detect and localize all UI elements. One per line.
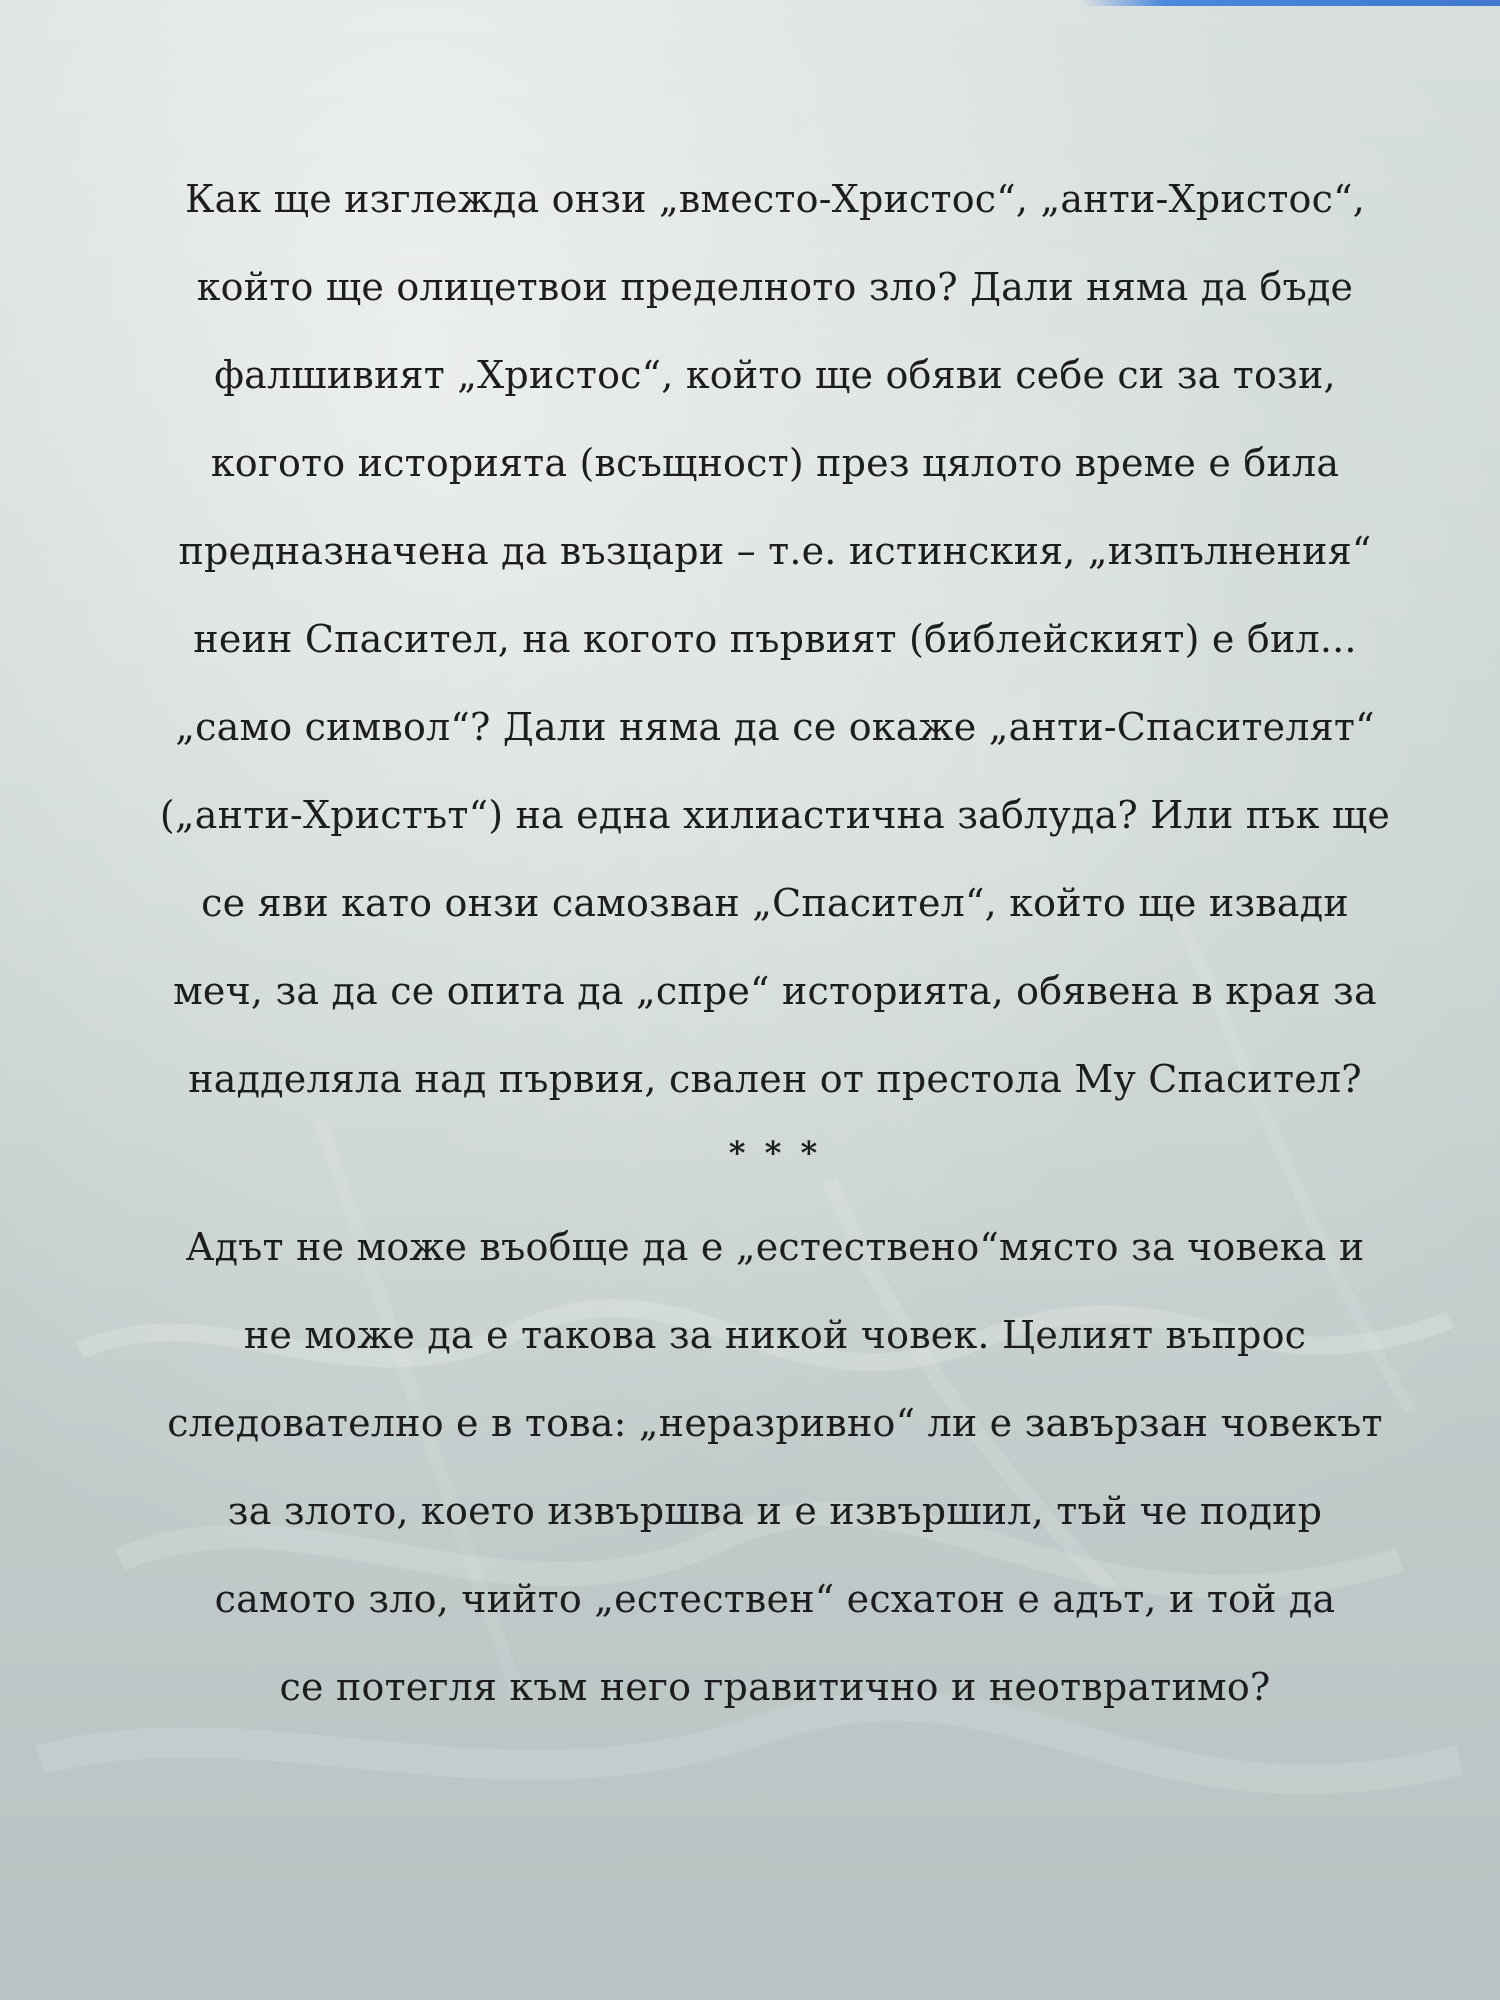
text-line: се яви като онзи самозван „Спасител“, който ще извади <box>201 881 1349 925</box>
top-edge-strip <box>1080 0 1500 6</box>
text-line: („анти-Христът“) на една хилиастична заблуда? Или пък ще <box>159 793 1391 837</box>
second-paragraph <box>105 1203 1445 1731</box>
text-line: Как ще изглежда онзи „вместо-Христос“, „анти-Христос“, <box>184 177 1366 221</box>
text-line: не може да е такова за никой човек. Целият въпрос <box>243 1313 1307 1357</box>
text-line: който ще олицетвои пределното зло? Дали няма да бъде <box>196 265 1354 309</box>
text-line: неин Спасител, на когото първият (библейският) е бил... <box>193 617 1357 661</box>
text-line: надделяла над първия, свален от престола Му Спасител? <box>188 1057 1362 1101</box>
text-line: меч, за да се опита да „спре“ историята, обявена в края за <box>173 969 1377 1013</box>
text-line: предназначена да възцари – т.е. истинския, „изпълнения“ <box>178 529 1372 573</box>
section-separator: * * * <box>728 1134 822 1172</box>
text-line: за злото, което извършва и е извършил, тъй че подир <box>227 1489 1323 1533</box>
first-paragraph <box>105 155 1445 1123</box>
book-text <box>105 155 1445 1731</box>
text-line: следователно е в това: „неразривно“ ли е завързан човекът <box>167 1401 1383 1445</box>
text-line: фалшивият „Христос“, който ще обяви себе си за този, <box>214 353 1336 397</box>
text-line: когото историята (всъщност) през цялото време е била <box>210 441 1340 485</box>
text-line: самото зло, чийто „естествен“ есхатон е адът, и той да <box>214 1577 1336 1621</box>
text-line: „само символ“? Дали няма да се окаже „анти-Спасителят“ <box>175 705 1375 749</box>
text-line: се потегля към него гравитично и неотвратимо? <box>279 1665 1271 1709</box>
text-line: Адът не може въобще да е „естествено“място за човека и <box>185 1225 1365 1269</box>
